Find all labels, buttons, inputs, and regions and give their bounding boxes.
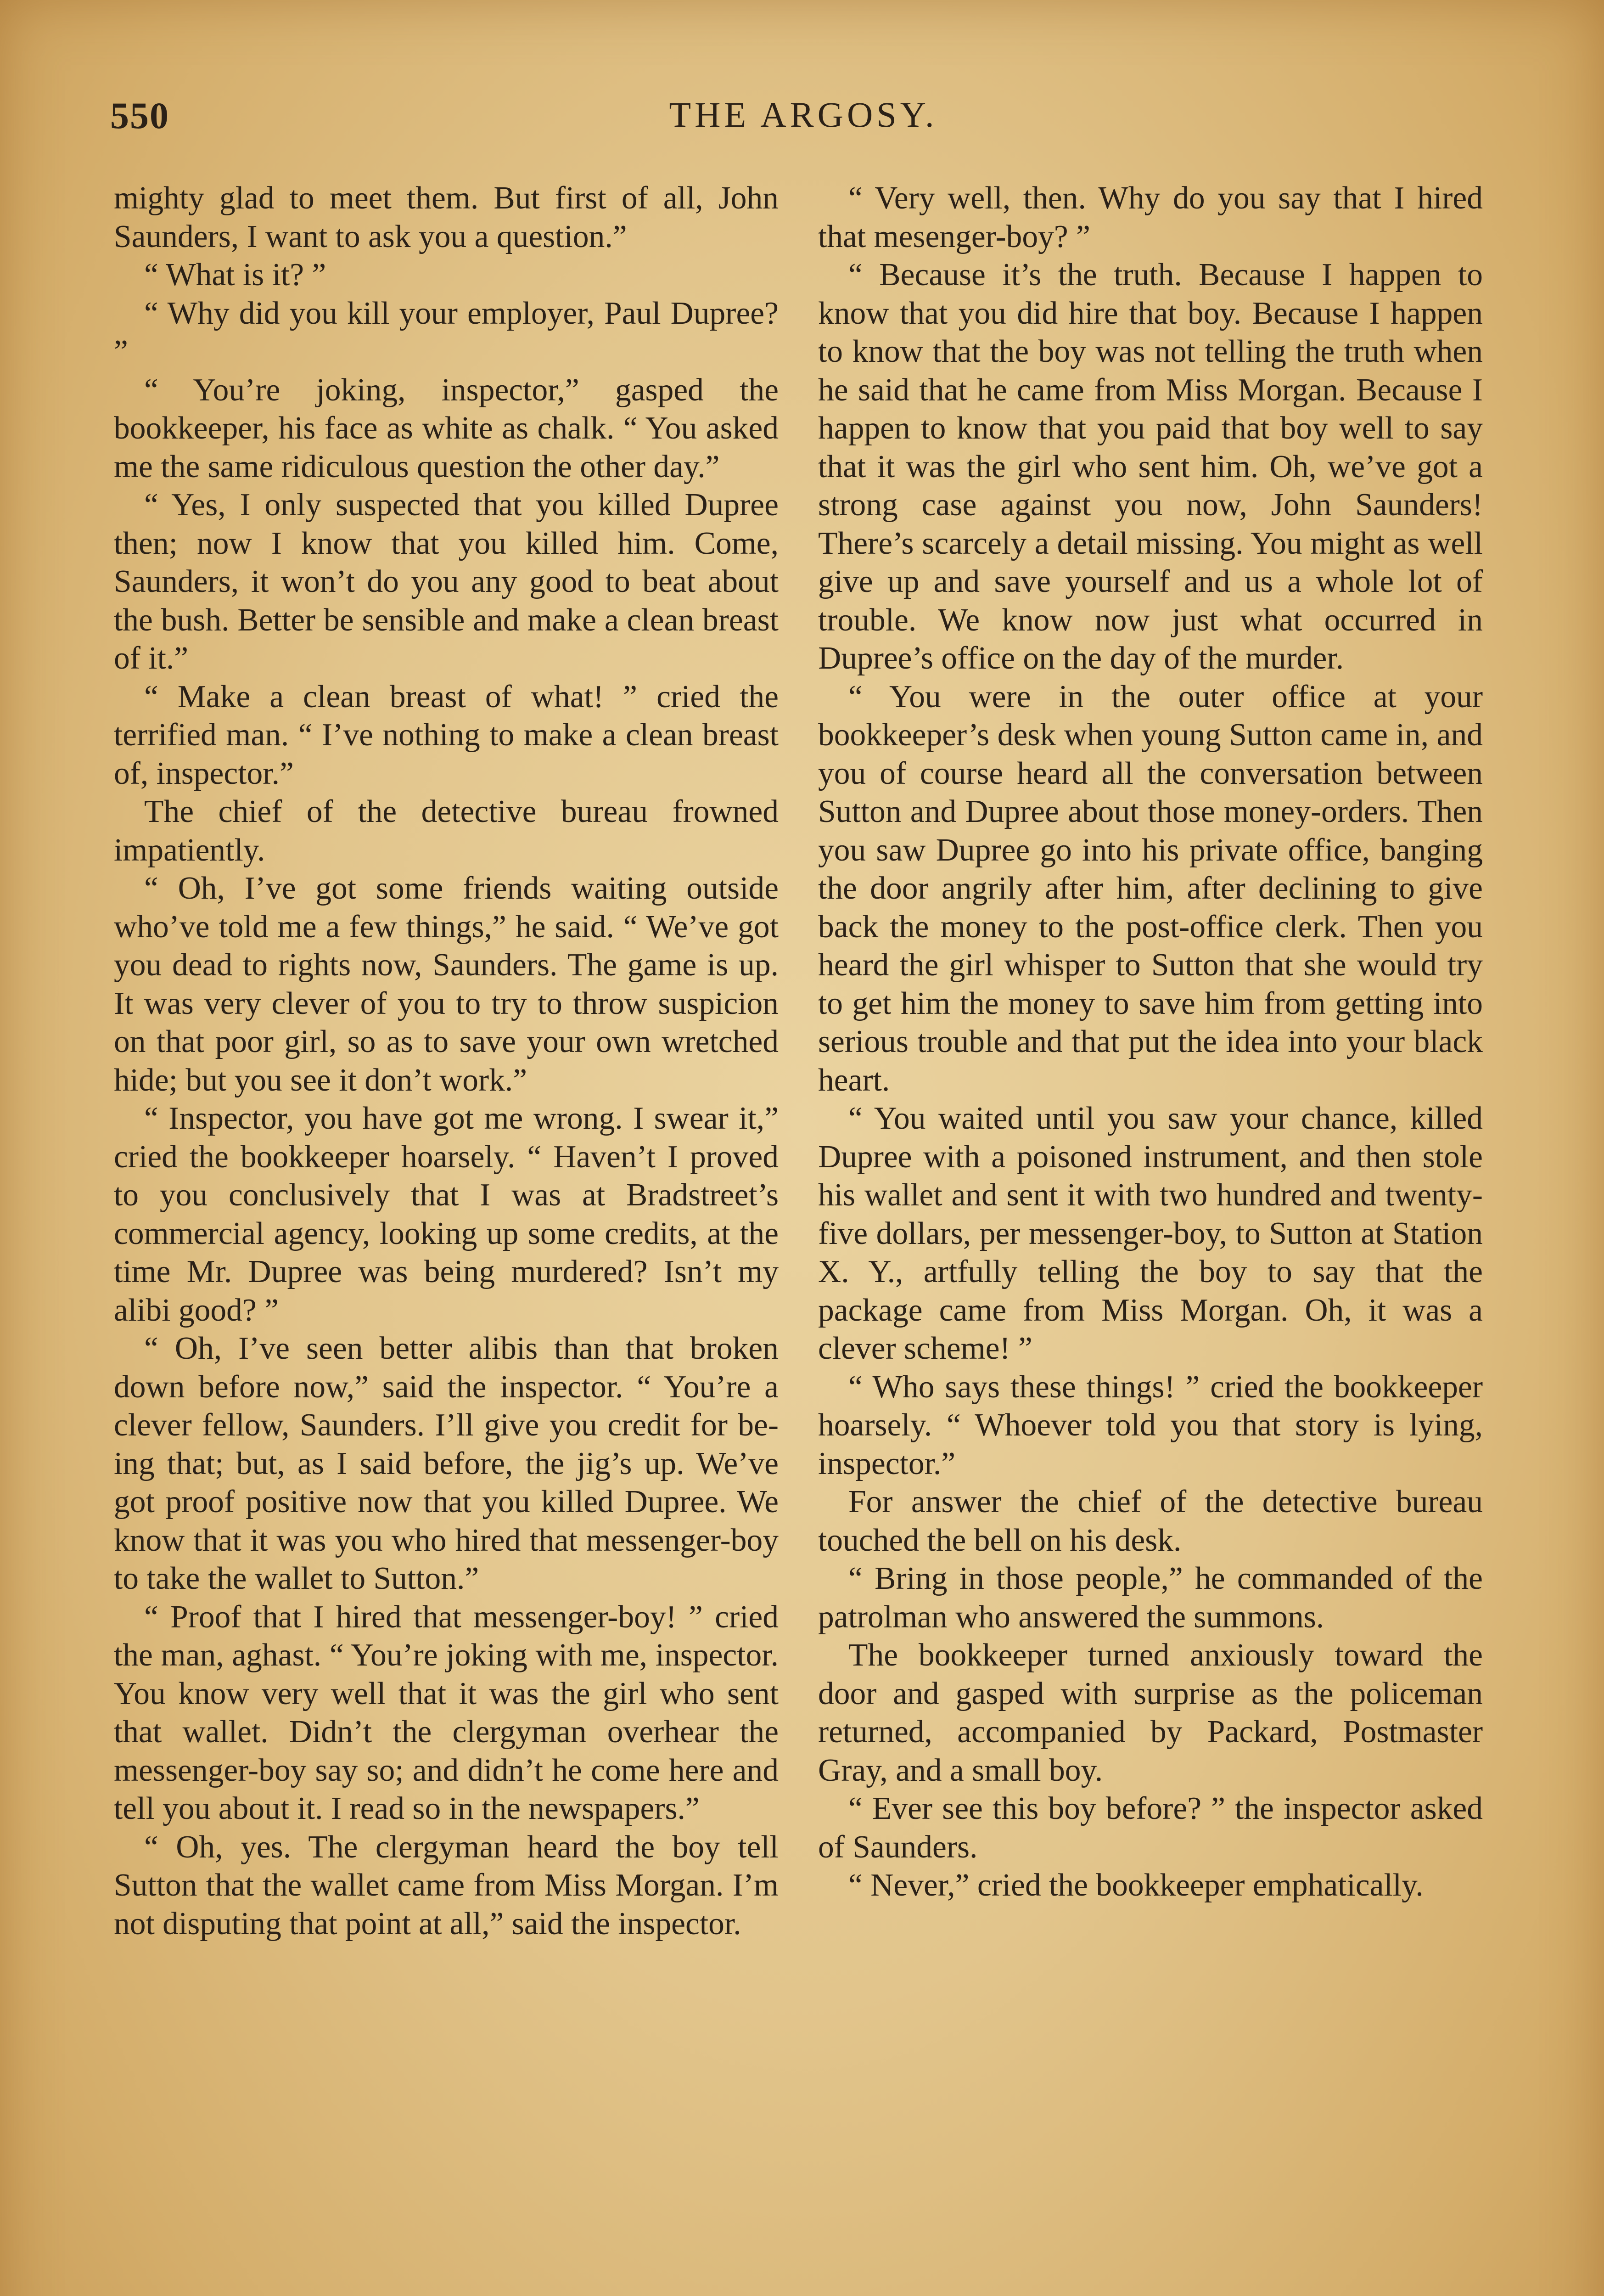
paragraph: “ Because it’s the truth. Because I happen to know that you did hire that boy. Because I happen to know that the boy was not telling the truth when he said that he came from Miss Morgan. Because I happen to know that you paid that boy well to say that it was the girl who sent him. Oh, we’ve got a strong case against you now, John Saunders! There’s scarcely a detail missing. You might as well give up and save yourself and us a whole lot of trouble. We know now just what occurred in Dupree’s office on the day of the murder.: [818, 257, 1483, 676]
running-title: THE ARGOSY.: [669, 95, 938, 135]
right-text-column: [818, 179, 1483, 1905]
paragraph: “ You were in the outer office at your bookkeeper’s desk when young Sutton came in, and you of course heard all the conversation between Sutton and Dupree about those money-orders. Then you saw Dupree go into his private office, banging the door angrily after him, after declining to give back the money to the post-office clerk. Then you heard the girl whisper to Sutton that she would try to get him the money to save him from getting into serious trouble and that put the idea into your black heart.: [818, 679, 1483, 1098]
paragraph: “ Proof that I hired that messenger-boy! ” cried the man, aghast. “ You’re joking with me, inspector. You know very well that it was the girl who sent that wallet. Didn’t the clergyman overhear the messenger-boy say so; and didn’t he come here and tell you about it. I read so in the newspapers.”: [114, 1599, 779, 1826]
paragraph: “ Inspector, you have got me wrong. I swear it,” cried the bookkeeper hoarsely. “ Haven’t I proved to you conclusively that I was at Bradstreet’s commercial agency, looking up some credits, at the time Mr. Dupree was being murdered? Isn’t my alibi good? ”: [114, 1101, 779, 1328]
paragraph: “ Yes, I only suspected that you killed Dupree then; now I know that you killed him. Come, Saunders, it won’t do you any good to beat about the bush. Better be sensible and make a clean breast of it.”: [114, 487, 779, 676]
paragraph: For answer the chief of the detective bureau touched the bell on his desk.: [818, 1484, 1483, 1558]
paragraph: mighty glad to meet them. But first of all, John Saunders, I want to ask you a question.”: [114, 180, 779, 254]
page-header: [110, 94, 1497, 149]
paragraph: “ Oh, yes. The clergyman heard the boy tell Sutton that the wallet came from Miss Morgan. I’m not disputing that point at all,” said the inspector.: [114, 1829, 779, 1941]
paragraph: “ You waited until you saw your chance, killed Dupree with a poisoned instrument, and then stole his wallet and sent it with two hundred and twenty-five dollars, per messenger-boy, to Sutton at Station X. Y., artfully telling the boy to say that the package came from Miss Morgan. Oh, it was a clever scheme! ”: [818, 1101, 1483, 1366]
paragraph: “ You’re joking, inspector,” gasped the bookkeeper, his face as white as chalk. “ You asked me the same ridiculous question the other day.”: [114, 372, 779, 484]
paragraph: “ Oh, I’ve got some friends waiting outside who’ve told me a few things,” he said. “ We’ve got you dead to rights now, Saunders. The game is up. It was very clever of you to try to throw suspicion on that poor girl, so as to save your own wretched hide; but you see it don’t work.”: [114, 871, 779, 1098]
paragraph: “ What is it? ”: [144, 257, 326, 293]
paragraph: “ Very well, then. Why do you say that I hired that mesenger-boy? ”: [818, 180, 1483, 254]
paragraph: “ Bring in those people,” he commanded of the patrolman who answered the summons.: [818, 1561, 1483, 1635]
paragraph: “ Why did you kill your employer, Paul Dupree? ”: [114, 295, 779, 369]
left-text-column: [114, 179, 779, 1943]
paragraph: The chief of the detective bureau frowned impatiently.: [114, 794, 779, 868]
paragraph: The bookkeeper turned anxiously toward the door and gasped with surprise as the policeman returned, accompanied by Packard, Postmaster Gray, and a small boy.: [818, 1638, 1483, 1788]
page-number: 550: [110, 95, 169, 136]
paragraph: “ Oh, I’ve seen better alibis than that broken down before now,” said the inspector. “ You’re a clever fellow, Saunders. I’ll give you credit for being that; but, as I said before, the jig’s up. We’ve got proof positive now that you killed Dupree. We know that it was you who hired that messenger-boy to take the wallet to Sutton.”: [114, 1331, 779, 1596]
paragraph: “ Who says these things! ” cried the bookkeeper hoarsely. “ Whoever told you that story is lying, inspector.”: [818, 1369, 1483, 1481]
paragraph: “ Ever see this boy before? ” the inspector asked of Saunders.: [818, 1791, 1483, 1865]
paragraph: “ Make a clean breast of what! ” cried the terrified man. “ I’ve nothing to make a clean breast of, inspector.”: [114, 679, 779, 791]
paragraph: “ Never,” cried the bookkeeper emphatically.: [848, 1868, 1424, 1903]
